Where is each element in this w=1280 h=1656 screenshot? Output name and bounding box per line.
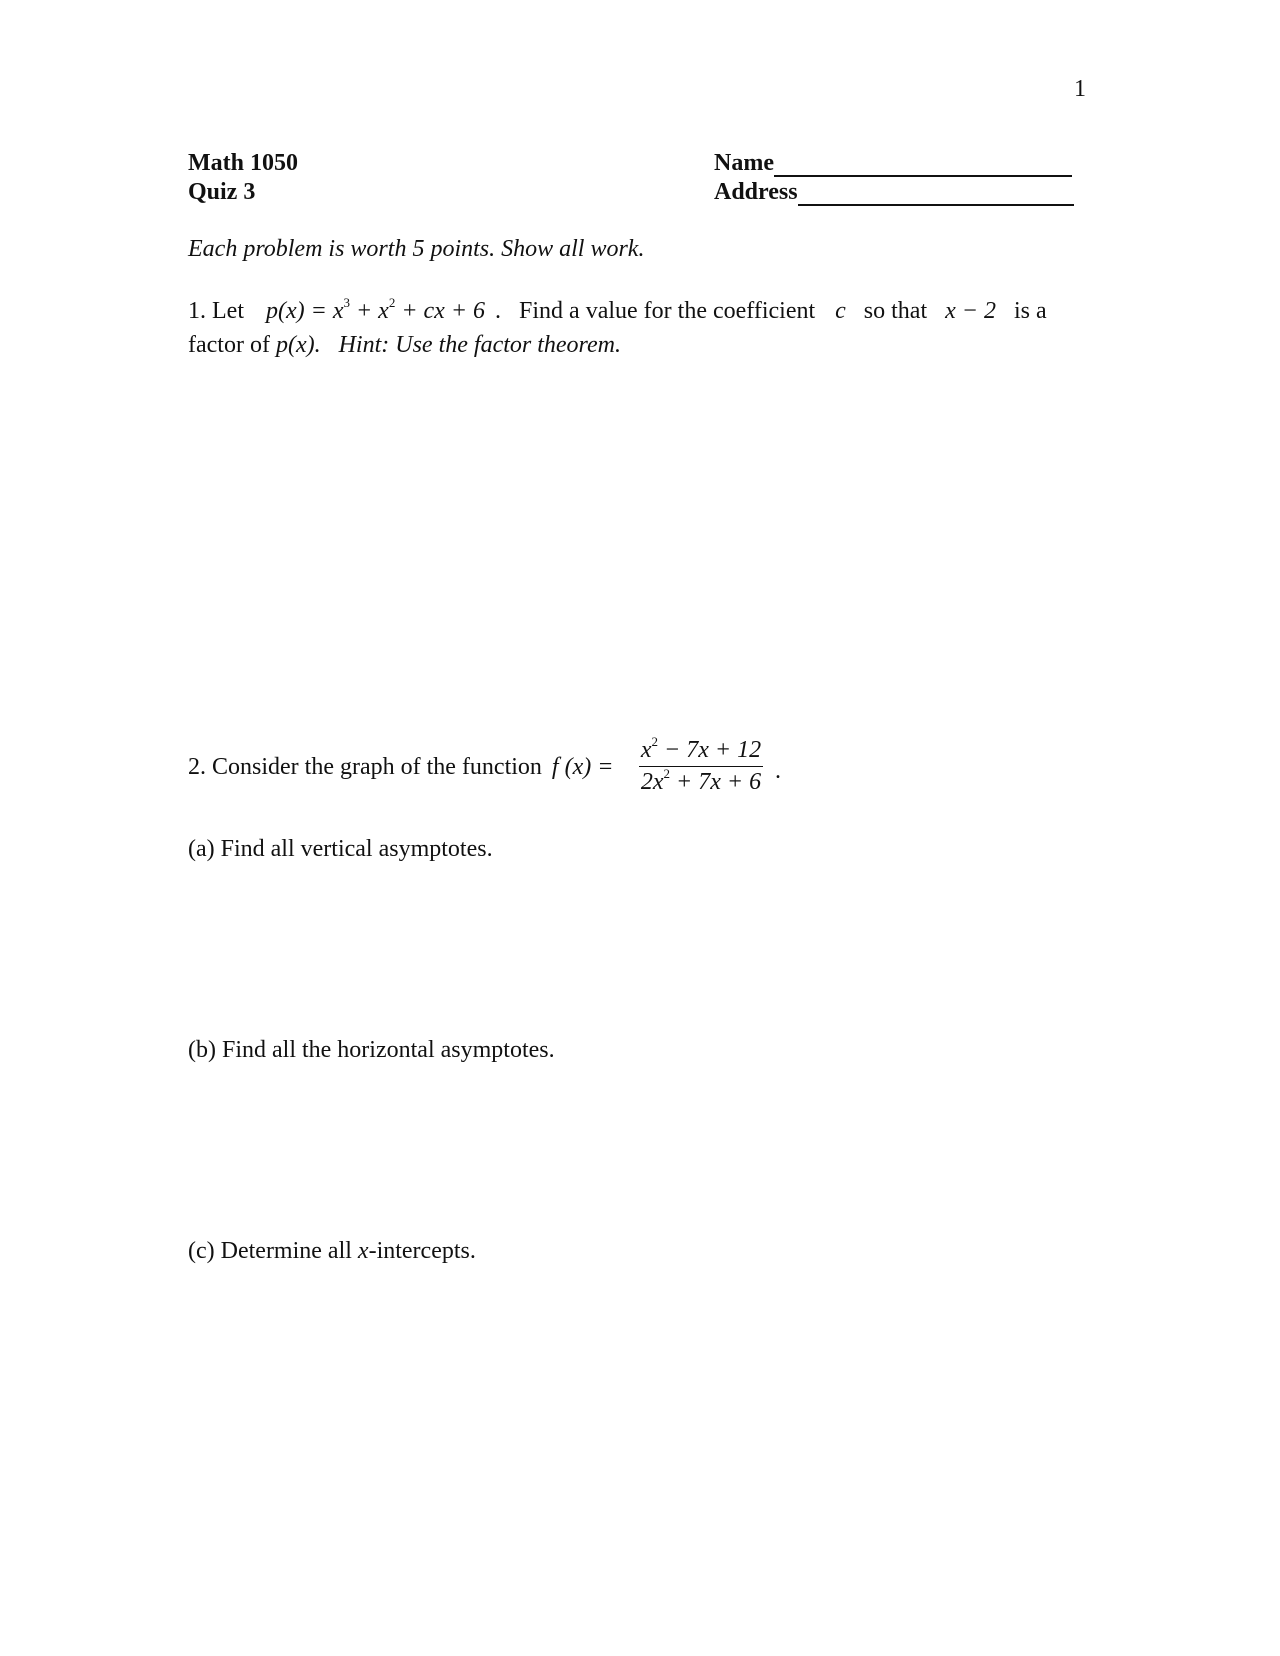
problem-2-intro [188,754,613,781]
quiz-title: Quiz 3 [188,179,256,205]
problem-1-find-text: Find a value for the coefficient [519,298,816,324]
fraction-denominator: $2x^2 + 7x + 6$ [640,766,762,795]
problem-1-line2-math: p(x). [275,332,321,358]
part-c-prefix: (c) Determine all [188,1238,352,1264]
part-c-variable: x [357,1238,369,1264]
problem-1-line2-text: factor of [188,332,270,358]
address-field-row [714,179,1074,206]
problem-1-factor-expr: x − 2 [945,298,996,324]
address-blank-line [798,182,1074,206]
address-label: Address [714,179,798,205]
fraction-numerator: $x^2 - 7x + 12$ [640,734,762,763]
problem-1-plus-x: + x [349,298,389,324]
page-number: 1 [1074,76,1086,102]
problem-1-so-that: so that [863,298,928,324]
problem-1-dot: . [495,298,502,324]
instructions: Each problem is worth 5 points. Show all work. [188,236,645,262]
exponent-3: 3 [343,295,350,310]
problem-2-part-c [188,1238,476,1265]
course-title: Math 1050 [188,150,298,176]
name-field-row [714,150,1072,177]
problem-2-part-b: (b) Find all the horizontal asymptotes. [188,1037,555,1063]
problem-2-end-dot: . [775,758,781,784]
problem-1-function-lhs: p(x) = x [265,298,344,324]
problem-1-line-1 [188,295,1047,325]
problem-2-intro-text: 2. Consider the graph of the function [188,754,542,780]
name-label: Name [714,150,774,176]
problem-1-hint: Hint: Use the factor theorem. [338,332,621,358]
part-c-suffix: -intercepts. [368,1238,476,1264]
problem-1-rest: + cx + 6 [395,298,486,324]
problem-2-part-a: (a) Find all vertical asymptotes. [188,836,493,862]
problem-2-function-lhs: f (x) = [551,754,614,780]
problem-1-prefix: 1. Let [188,298,244,324]
rational-function-fraction [637,734,765,796]
problem-1-coefficient: c [835,298,846,324]
exponent-2: 2 [388,295,396,310]
problem-1-is-a: is a [1013,298,1047,324]
problem-1-line-2 [188,332,621,359]
name-blank-line [774,153,1072,177]
